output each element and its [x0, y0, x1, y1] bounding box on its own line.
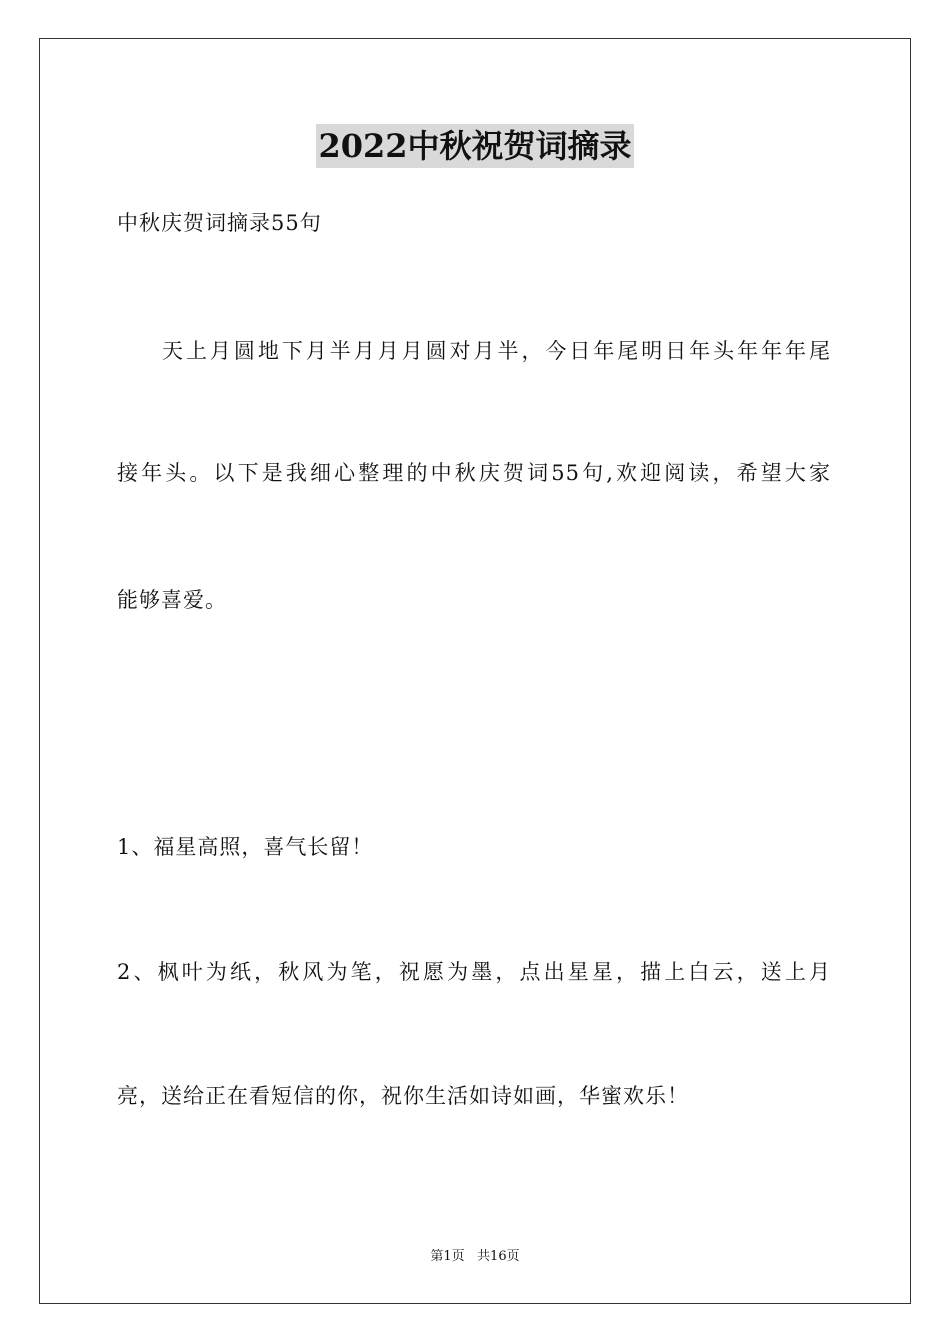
title-container — [0, 124, 950, 168]
page-footer: 第1页 共16页 — [430, 1249, 520, 1264]
list-item-2-line-1: 2、枫叶为纸，秋风为笔，祝愿为墨，点出星星，描上白云，送上月 — [117, 960, 831, 984]
intro-line-1: 天上月圆地下月半月月月圆对月半，今日年尾明日年头年年年尾 — [162, 339, 831, 363]
document-title: 2022中秋祝贺词摘录 — [316, 124, 633, 168]
document-subtitle: 中秋庆贺词摘录55句 — [117, 211, 322, 235]
list-item-1: 1、福星高照，喜气长留！ — [117, 835, 374, 859]
list-item-2-line-2: 亮，送给正在看短信的你，祝你生活如诗如画，华蜜欢乐！ — [117, 1084, 689, 1108]
intro-line-2: 接年头。以下是我细心整理的中秋庆贺词55句,欢迎阅读，希望大家 — [117, 461, 831, 485]
intro-line-3: 能够喜爱。 — [117, 588, 227, 612]
